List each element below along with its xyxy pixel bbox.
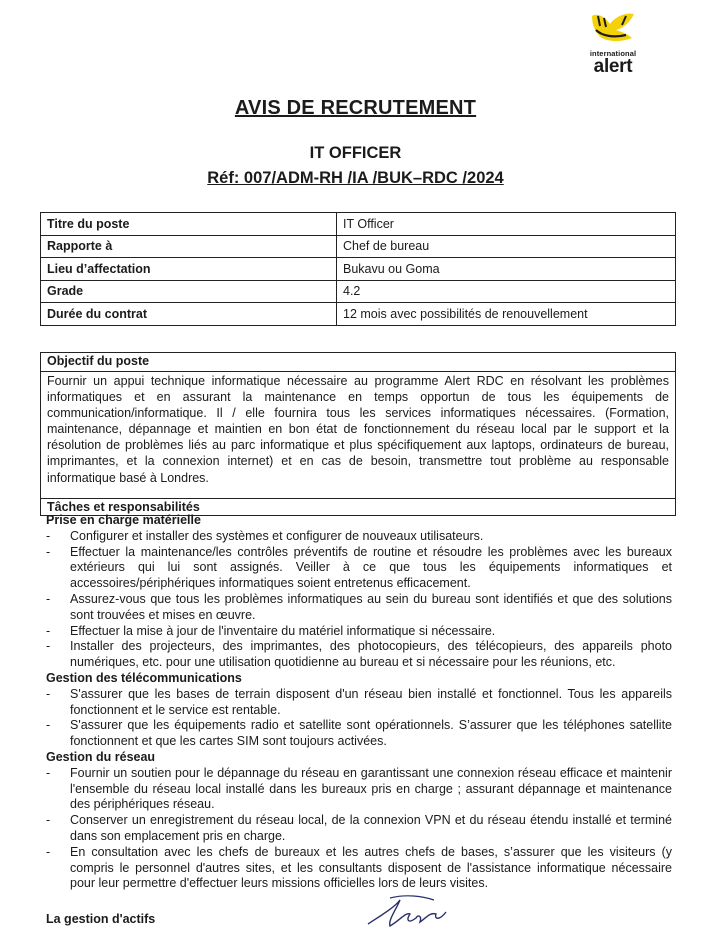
info-key: Durée du contrat: [41, 303, 337, 326]
section-title: Gestion des télécommunications: [46, 670, 242, 685]
handwritten-signature: [360, 890, 450, 930]
table-row: [41, 235, 676, 258]
tasks-heading: Tâches et responsabilités: [41, 498, 675, 515]
table-row: [41, 303, 676, 326]
list-item: - Fournir un soutien pour le dépannage du réseau en garantissant une connexion réseau efficace et maintenir l'ensemble du réseau local installé dans les bureaux pris en charge ; assurant dépannage et maintenance des périphériques réseau.: [46, 766, 672, 813]
section-title: Prise en charge matérielle: [46, 513, 201, 527]
table-row: [41, 280, 676, 303]
info-key: Grade: [41, 280, 337, 303]
info-key: Lieu d’affectation: [41, 258, 337, 281]
objective-box: [40, 352, 676, 516]
list-item: - S'assurer que les équipements radio et satellite sont opérationnels. S’assurer que les téléphones satellite fonctionnent et que les cartes SIM sont toujours activées.: [46, 718, 672, 750]
list-item: - Configurer et installer des systèmes et configurer de nouveaux utilisateurs.: [46, 529, 672, 545]
list-item: - Conserver un enregistrement du réseau local, de la connexion VPN et du réseau étendu installé et terminé dans son emplacement pris en charge.: [46, 813, 672, 845]
list-item: - Effectuer la mise à jour de l'inventaire du matériel informatique si nécessaire.: [46, 624, 672, 640]
info-key: Titre du poste: [41, 213, 337, 236]
info-value: 12 mois avec possibilités de renouvellement: [337, 303, 676, 326]
document-title: AVIS DE RECRUTEMENT: [234, 97, 477, 119]
info-key: Rapporte à: [41, 235, 337, 258]
list-item: - Assurez-vous que tous les problèmes informatiques au sein du bureau sont identifiés et que des solutions sont trouvées et mises en œuvre.: [46, 592, 672, 624]
section-title-assets: La gestion d'actifs: [46, 912, 156, 926]
job-title: IT OFFICER: [309, 144, 402, 162]
list-item: - S'assurer que les bases de terrain disposent d'un réseau bien installé et fonctionnel. Tous les appareils fonctionnent et le service est rentable.: [46, 687, 672, 719]
logo-text-international: international: [589, 49, 637, 58]
objective-text: Fournir un appui technique informatique nécessaire au programme Alert RDC en résolvant les problèmes informatiques et en assurant la maintenance en temps opportun de tous les équipements de communication/informatique. Il / elle fournira tous les services informatiques nécessaires. (Formation, maintenance, dépannage et maintien en bon état de fonctionnement du réseau local par le support et la résolution de problèmes liés au parc informatique et plus spécifiquement aux laptops, ordinateurs de bureau, imprimantes, et la connexion internet) et en cas de besoin, transmettre tout problème au responsable informatique basé à Londres.: [47, 374, 669, 485]
task-list: [46, 687, 672, 750]
info-value: 4.2: [337, 280, 676, 303]
reference-number: Réf: 007/ADM-RH /IA /BUK–RDC /2024: [207, 169, 504, 187]
info-value: Bukavu ou Goma: [337, 258, 676, 281]
objective-heading: Objectif du poste: [41, 353, 675, 372]
logo-text-alert: alert: [593, 56, 633, 77]
section-title: Gestion du réseau: [46, 749, 156, 764]
tasks-section: [46, 513, 672, 892]
list-item: - Effectuer la maintenance/les contrôles préventifs de routine et résoudre les problèmes avec les bureaux extérieurs qui lui sont assignés. Veiller à ce que tous les équipements informatiques et accessoires/périphériques informatiques soient entretenus efficacement.: [46, 545, 672, 592]
table-row: [41, 258, 676, 281]
dove-icon: [588, 8, 638, 48]
task-list: [46, 529, 672, 671]
organization-logo: [582, 8, 644, 75]
task-list: [46, 766, 672, 892]
table-row: [41, 213, 676, 236]
job-info-table: [40, 212, 676, 326]
list-item: - Installer des projecteurs, des imprimantes, des photocopieurs, des télécopieurs, des appareils photo numériques, etc. pour une utilisation quotidienne au bureau et si nécessaire pour les réunions, etc.: [46, 639, 672, 671]
info-value: IT Officer: [337, 213, 676, 236]
info-value: Chef de bureau: [337, 235, 676, 258]
list-item: - En consultation avec les chefs de bureaux et les autres chefs de bases, s’assurer que les visiteurs (y compris le personnel d'autres sites, et les consultants disposent de l'assistance informatique nécessaire pour leur permettre d'effectuer leurs missions officielles lors de leurs visites.: [46, 845, 672, 892]
